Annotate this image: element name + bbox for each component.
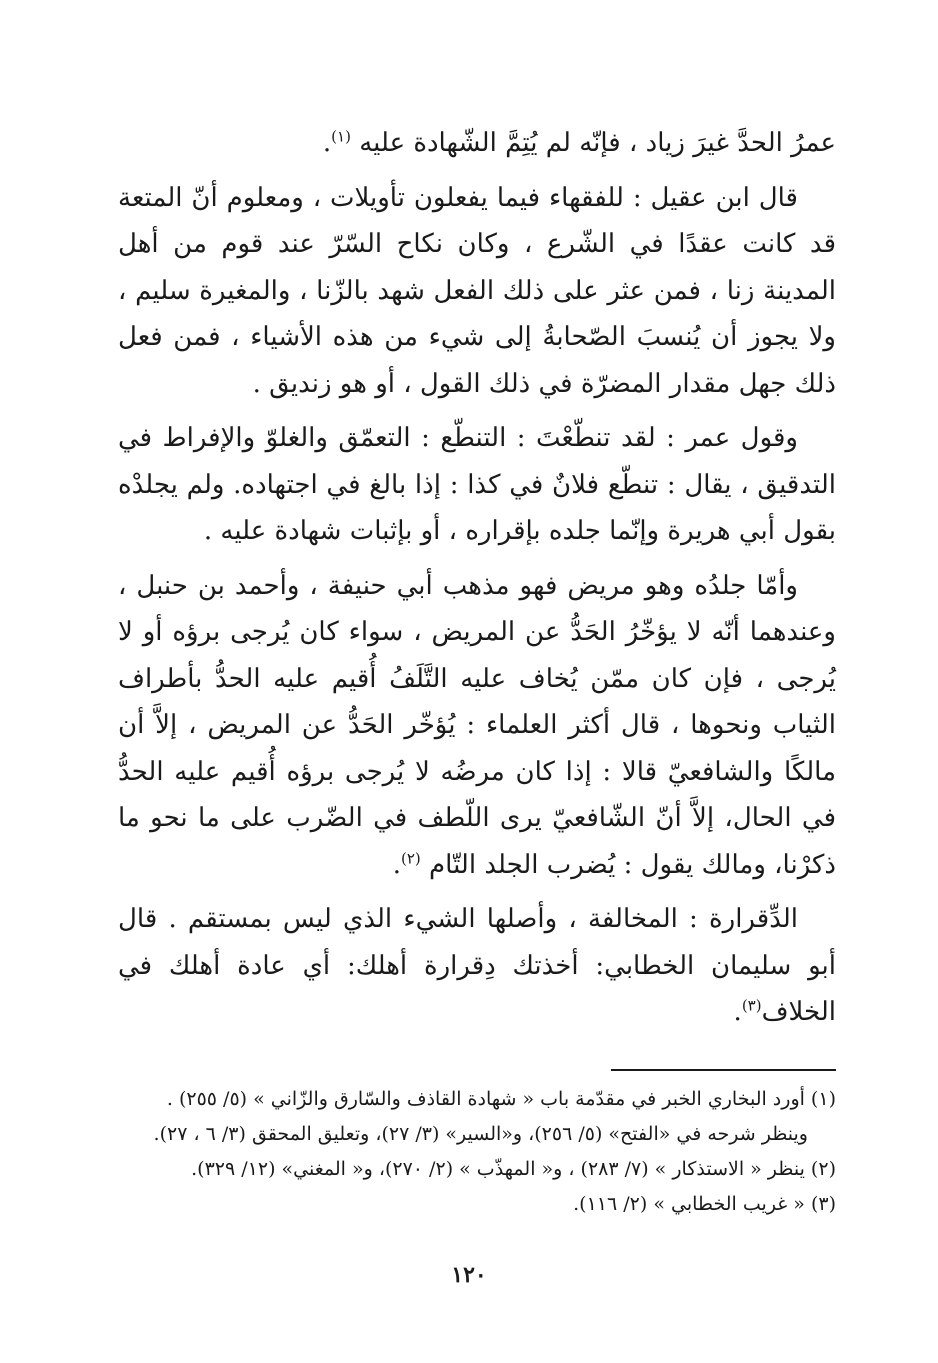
paragraph-3 [118, 415, 836, 555]
paragraph-end: . [392, 849, 401, 880]
footnote-divider [611, 1069, 836, 1071]
paragraph-text: عمرُ الحدَّ غيرَ زياد ، فإنّه لم يُتِمَّ الشّهادة عليه [359, 128, 836, 158]
paragraph-end: . [733, 997, 742, 1027]
paragraph-text: وأمّا جلدُه وهو مريض فهو مذهب أبي حنيفة ، وأحمد بن حنبل ، وعندهما أنّه لا يؤخّرُ الحَدُّ عن المريض ، سواء كان يُرجى برؤه أو لا يُرجى ، فإن كان ممّن يُخاف عليه التَّلَفُ أُقيم عليه الحدُّ بأطراف الثياب ونحوها ، قال أكثر العلماء : يُؤخّر الحَدُّ عن المريض ، إلاَّ أن مالكًا والشافعيّ قالا : إذا كان مرضُه لا يُرجى برؤه أُقيم عليه الحدُّ في الحال، إلاَّ أنّ الشّافعيّ يرى اللّطف في الضّرب على ما نحو ما ذكرْنا، ومالك يقول : يُضرب الجلد التّام [118, 570, 836, 880]
main-text [118, 120, 836, 1044]
paragraph-5 [118, 896, 836, 1036]
footnote-ref-2[interactable]: (٢) [401, 848, 421, 867]
paragraph-4 [118, 563, 836, 889]
paragraph-1 [118, 120, 836, 167]
paragraph-text: وقول عمر : لقد تنطّعْتَ : التنطّع : التعمّق والغلوّ والإفراط في التدقيق ، يقال : تنطّع فلانٌ في كذا : إذا بالغ في اجتهاده. ولم يجلدْه بقول أبي هريرة وإنّما جلده بإقراره ، أو بإثبات شهادة عليه . [118, 423, 836, 546]
footnotes [118, 1082, 836, 1222]
footnote-3: (٣) « غريب الخطابي » (٢/ ١١٦). [573, 1193, 836, 1215]
paragraph-end: . [322, 128, 332, 158]
paragraph-2 [118, 175, 836, 408]
footnote-ref-3[interactable]: (٣) [741, 996, 762, 1015]
page-number: ١٢٠ [451, 1262, 487, 1288]
paragraph-text: الدِّقرارة : المخالفة ، وأصلها الشيء الذي ليس بمستقم . قال أبو سليمان الخطابي: أخذتك دِقرارة أهلك: أي عادة أهلك في الخلاف [118, 904, 836, 1027]
paragraph-text: قال ابن عقيل : للفقهاء فيما يفعلون تأويلات ، ومعلوم أنّ المتعة قد كانت عقدًا في الشّرع ، وكان نكاح السّرّ عند قوم من أهل المدينة زنا ، فمن عثر على ذلك الفعل شهد بالزّنا ، والمغيرة سليم ، ولا يجوز أن يُنسبَ الصّحابةُ إلى شيء من هذه الأشياء ، فمن فعل ذلك جهل مقدار المضرّة في ذلك القول ، أو هو زنديق . [118, 182, 836, 399]
footnote-2: (٢) ينظر « الاستذكار » (٧/ ٢٨٣) ، و« المهذّب » (٢/ ٢٧٠)، و« المغني» (١٢/ ٣٢٩). [191, 1158, 836, 1180]
footnote-1: (١) أورد البخاري الخبر في مقدّمة باب « شهادة القاذف والسّارق والزّاني » (٥/ ٢٥٥) . [166, 1088, 836, 1110]
footnote-1-continued: وينظر شرحه في «الفتح» (٥/ ٢٥٦)، و«السير» (٣/ ٢٧)، وتعليق المحقق (٣/ ٦ ، ٢٧). [153, 1123, 808, 1145]
footnote-ref-1[interactable]: (١) [331, 127, 351, 146]
